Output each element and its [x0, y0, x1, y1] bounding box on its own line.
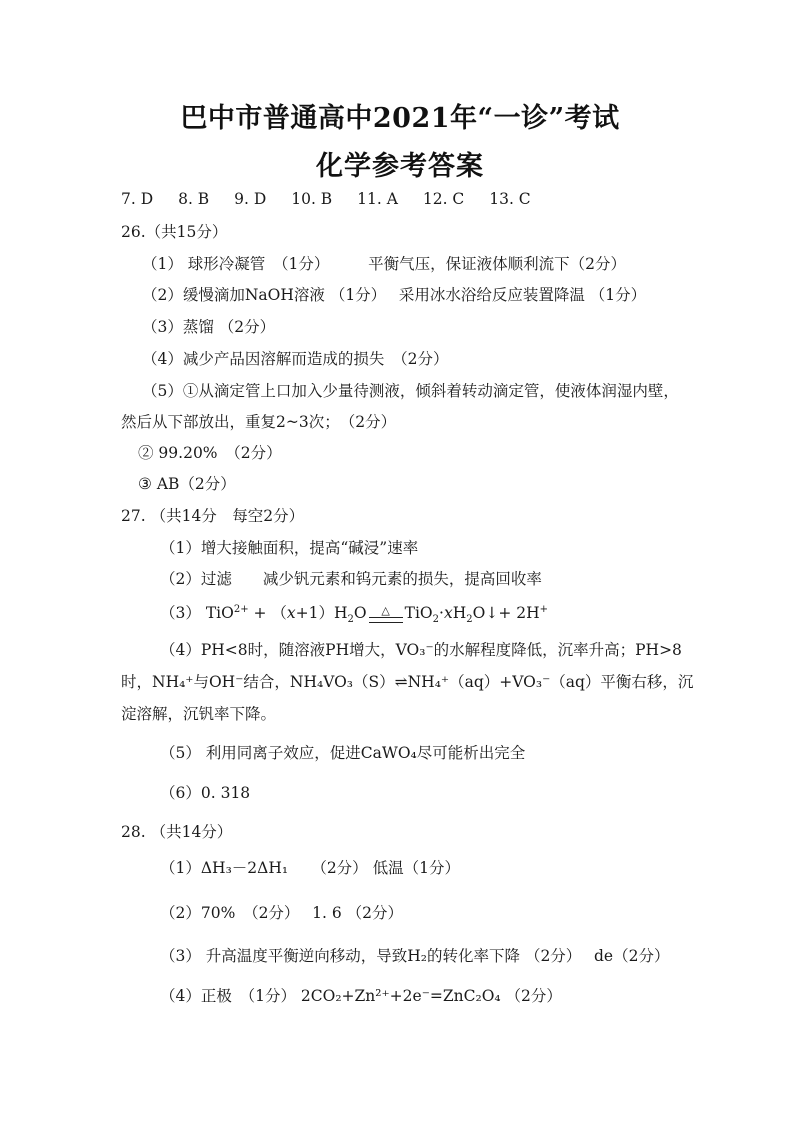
- q26-answer-3: （3）蒸馏 （2分）: [142, 318, 276, 336]
- q28-answer-1: （1）ΔH₃－2ΔH₁ （2分） 低温（1分）: [160, 859, 460, 877]
- q28-heading: 28. （共14分）: [121, 823, 233, 841]
- q26-answer-1: （1） 球形冷凝管 （1分） 平衡气压，保证液体顺利流下（2分）: [142, 255, 627, 273]
- q27-answer-1: （1）增大接触面积，提高“碱浸”速率: [160, 539, 419, 557]
- chemical-equation: $TiO^{2+} + (x+1)H_2O$ △ $TiO_2\cdot xH_2O↓+ 2H^+$: [205, 603, 549, 626]
- mcq-answer: 8. B: [178, 190, 210, 208]
- q26-answer-2: （2）缓慢滴加NaOH溶液 （1分） 采用冰水浴给反应装置降温 （1分）: [142, 286, 647, 304]
- q27-answer-4b: 时，NH₄⁺与OH⁻结合，NH₄VO₃（S）⇌NH₄⁺（aq）+VO₃⁻（aq）平衡右移，沉: [121, 673, 694, 691]
- q27-answer-4a: （4）PH<8时，随溶液PH增大，VO₃⁻的水解程度降低，沉率升高；PH>8: [160, 641, 682, 659]
- q27-heading: 27. （共14分 每空2分）: [121, 507, 305, 525]
- page-subtitle: 化学参考答案: [316, 151, 484, 182]
- q27-answer-3-label: （3）: [160, 604, 201, 622]
- multiple-choice-answers: [121, 189, 551, 209]
- q27-answer-2: （2）过滤 减少钒元素和钨元素的损失，提高回收率: [160, 570, 542, 588]
- q28-answer-3: （3） 升高温度平衡逆向移动，导致H₂的转化率下降 （2分） de（2分）: [160, 947, 670, 965]
- q26-answer-5-3: ③ AB（2分）: [138, 475, 236, 493]
- q26-answer-5-2: ② 99.20% （2分）: [138, 444, 282, 462]
- q26-heading: 26.（共15分）: [121, 223, 228, 241]
- q26-answer-5b: 然后从下部放出，重复2~3次； （2分）: [121, 413, 397, 431]
- q27-answer-4c: 淀溶解，沉钒率下降。: [121, 705, 277, 723]
- mcq-answer: 10. B: [291, 190, 333, 208]
- heat-equals-sign: △: [367, 603, 405, 625]
- mcq-answer: 12. C: [422, 190, 465, 208]
- mcq-answer: 7. D: [121, 190, 154, 208]
- q27-answer-3: [160, 603, 548, 625]
- mcq-answer: 13. C: [489, 190, 531, 208]
- mcq-answer: 9. D: [234, 190, 267, 208]
- page-title: 巴中市普通高中2021年“一诊”考试: [180, 103, 620, 134]
- q28-answer-4: （4）正极 （1分） 2CO₂+Zn²⁺+2e⁻=ZnC₂O₄ （2分）: [160, 987, 562, 1005]
- q27-answer-5: （5） 利用同离子效应，促进CaWO₄尽可能析出完全: [160, 744, 526, 762]
- q27-answer-6: （6）0. 318: [160, 784, 251, 802]
- q26-answer-4: （4）减少产品因溶解而造成的损失 （2分）: [142, 350, 449, 368]
- mcq-answer: 11. A: [357, 190, 398, 208]
- q26-answer-5a: （5）①从滴定管上口加入少量待测液，倾斜着转动滴定管，使液体润湿内壁，: [142, 382, 679, 400]
- q28-answer-2: （2）70% （2分） 1. 6 （2分）: [160, 904, 403, 922]
